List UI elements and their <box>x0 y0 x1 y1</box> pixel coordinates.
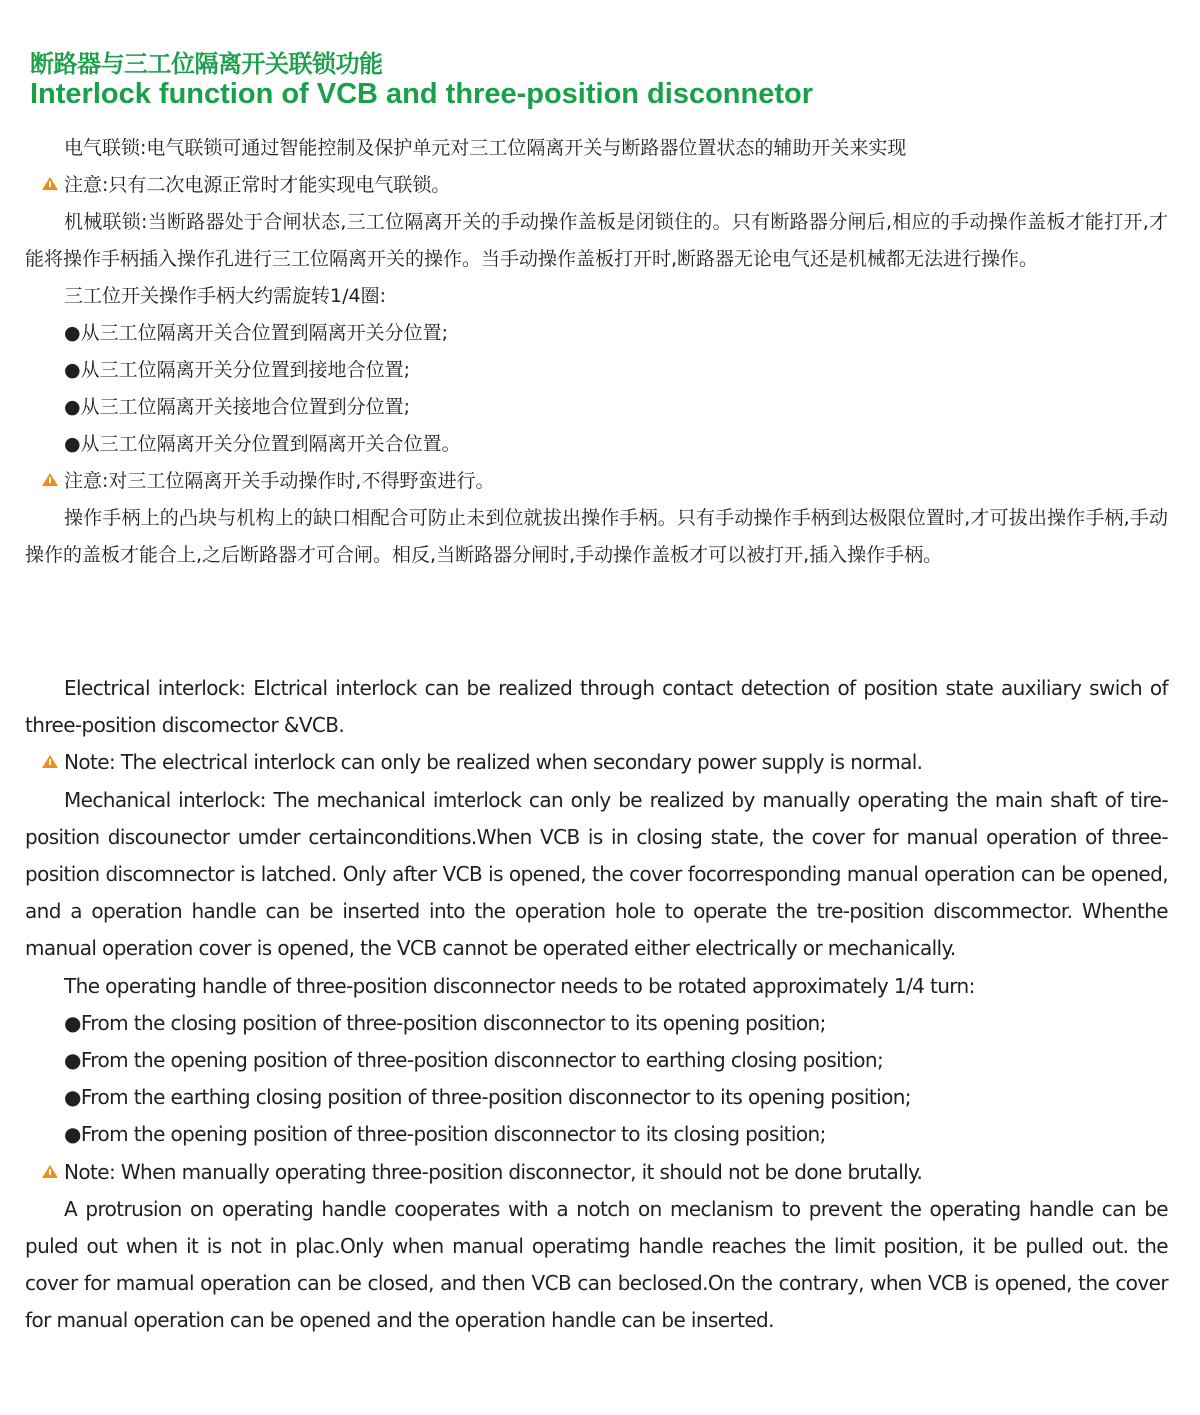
warning-triangle-icon <box>42 177 58 190</box>
note-text: Note: The electrical interlock can only be realized when secondary power supply is normal. <box>64 750 923 775</box>
rotation-intro-en: The operating handle of three-position disconnector needs to be rotated approximately 1/4 turn: <box>64 973 975 998</box>
handle-description-zh: 操作手柄上的凸块与机构上的缺口相配合可防止未到位就拔出操作手柄。只有手动操作手柄到达极限位置时,才可拔出操作手柄,手动操作的盖板才能合上,之后断路器才可合闸。相反,当断路器分闸时,手动操作盖板才可以被打开,插入操作手柄。 <box>25 507 1168 566</box>
mechanical-interlock-zh: 机械联锁:当断路器处于合闸状态,三工位隔离开关的手动操作盖板是闭锁住的。只有断路器分闸后,相应的手动操作盖板才能打开,才能将操作手柄插入操作孔进行三工位隔离开关的操作。当手动操作盖板打开时,断路器无论电气还是机械都无法进行操作。 <box>25 211 1168 270</box>
warning-triangle-icon <box>42 473 58 486</box>
mechanical-interlock-en: Mechanical interlock: The mechanical imterlock can only be realized by manually operating the main shaft of tire-position discounector umder certainconditions.When VCB is in closing state, the cover for manual operation of three-position discomnector is latched. Only after VCB is opened, the cover focorresponding manual operation can be opened, and a operation handle can be inserted into the operation hole to operate the tre-position discommector. Whenthe manual operation cover is opened, the VCB cannot be operated either electrically or mechanically. <box>25 787 1168 961</box>
list-item: ●从三工位隔离开关接地合位置到分位置; <box>64 396 410 418</box>
page-heading <box>30 50 813 110</box>
list-item: ●From the closing position of three-position disconnector to its opening position; <box>64 1010 826 1035</box>
note-electrical-zh <box>25 167 1168 204</box>
note-text: 注意:只有二次电源正常时才能实现电气联锁。 <box>64 174 451 196</box>
note-text: Note: When manually operating three-position disconnector, it should not be done brutally. <box>64 1159 923 1184</box>
note-electrical-en <box>25 744 1168 781</box>
note-manual-en <box>25 1154 1168 1191</box>
list-item: ●从三工位隔离开关分位置到接地合位置; <box>64 359 410 381</box>
note-text: 注意:对三工位隔离开关手动操作时,不得野蛮进行。 <box>64 470 495 492</box>
chinese-section <box>25 130 1168 574</box>
rotation-intro-zh: 三工位开关操作手柄大约需旋转1/4圈: <box>64 285 386 307</box>
heading-title-en: Interlock function of VCB and three-position disconnetor <box>30 78 814 110</box>
list-item: ●从三工位隔离开关合位置到隔离开关分位置; <box>64 322 448 344</box>
electrical-interlock-en: Electrical interlock: Elctrical interlock can be realized through contact detection of position state auxiliary swich of three-position discomector &VCB. <box>25 676 1168 738</box>
warning-triangle-icon <box>42 755 58 768</box>
list-item: ●From the earthing closing position of three-position disconnector to its opening position; <box>64 1085 911 1110</box>
electrical-interlock-zh: 电气联锁:电气联锁可通过智能控制及保护单元对三工位隔离开关与断路器位置状态的辅助开关来实现 <box>64 137 907 159</box>
list-item: ●从三工位隔离开关分位置到隔离开关合位置。 <box>64 433 461 455</box>
english-section <box>25 670 1168 1340</box>
warning-triangle-icon <box>42 1165 58 1178</box>
heading-title-zh: 断路器与三工位隔离开关联锁功能 <box>30 50 383 78</box>
note-manual-zh <box>25 463 1168 500</box>
handle-description-en: A protrusion on operating handle cooperates with a notch on meclanism to prevent the operating handle can be puled out when it is not in plac.Only when manual operatimg handle reaches the limit position, it be pulled out. the cover for mamual operation can be closed, and then VCB can beclosed.On the contrary, when VCB is opened, the cover for manual operation can be opened and the operation handle can be inserted. <box>25 1196 1168 1333</box>
list-item: ●From the opening position of three-position disconnector to earthing closing position; <box>64 1048 884 1073</box>
list-item: ●From the opening position of three-position disconnector to its closing position; <box>64 1122 826 1147</box>
